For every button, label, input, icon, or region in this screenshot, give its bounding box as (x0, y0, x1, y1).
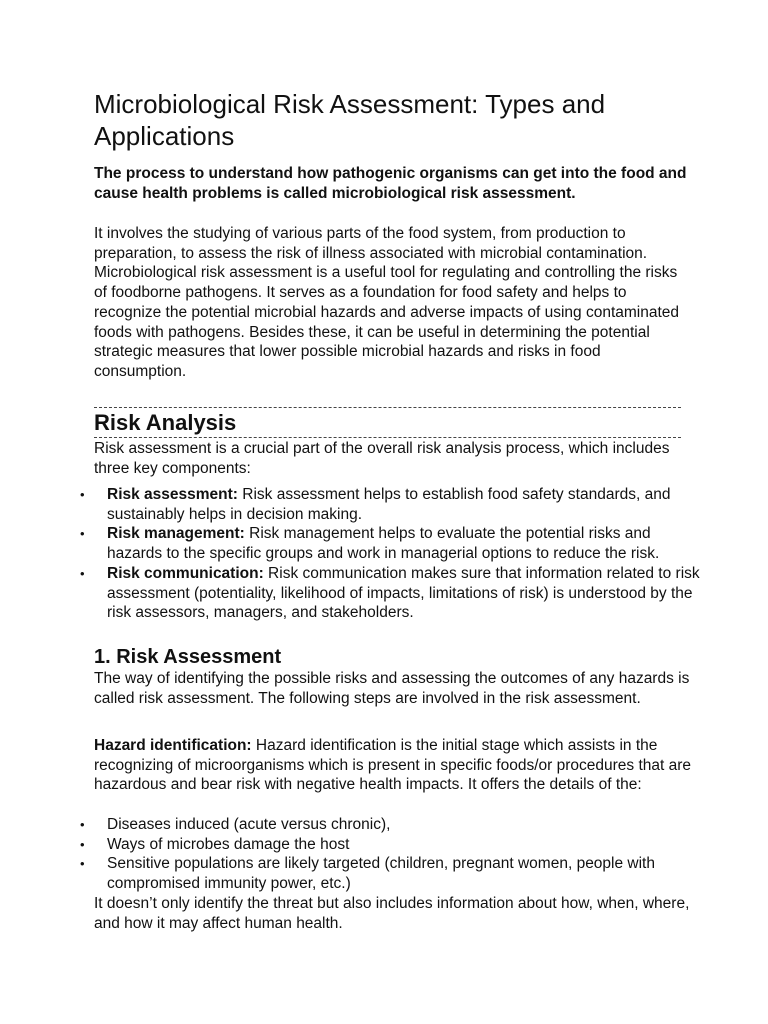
components-list (80, 485, 700, 623)
list-item-text: Diseases induced (acute versus chronic), (107, 816, 391, 833)
bullet-icon: • (80, 817, 85, 832)
risk-analysis-heading: Risk Analysis (94, 410, 237, 435)
risk-assessment-paragraph: The way of identifying the possible risks and assessing the outcomes of any hazards is called risk assessment. The following steps are involved in the risk assessment. (94, 670, 690, 707)
list-item-term: Risk communication: (107, 564, 264, 582)
list-item-term: Risk management: (107, 525, 245, 543)
list-item-text: Risk management helps to evaluate the potential risks and hazards to the specific groups and work in managerial options to reduce the risk. (107, 525, 660, 563)
risk-analysis-paragraph: Risk assessment is a crucial part of the overall risk analysis process, which includes three key components: (94, 440, 670, 477)
list-item (80, 815, 700, 835)
list-item (80, 485, 700, 524)
list-item-text: Risk assessment helps to establish food safety standards, and sustainably helps in decision making. (107, 486, 671, 523)
bullet-icon: • (80, 836, 85, 852)
list-item (80, 524, 700, 563)
bullet-icon: • (80, 856, 85, 872)
list-item (80, 854, 700, 893)
risk-assessment-heading: 1. Risk Assessment (94, 646, 282, 668)
bullet-icon: • (80, 487, 85, 502)
intro-bold-paragraph: The process to understand how pathogenic organisms can get into the food and cause health problems is called microbiological risk assessment. (94, 165, 687, 202)
hazard-identification-paragraph (94, 736, 694, 795)
hazard-details-list (80, 815, 700, 894)
intro-paragraph: It involves the studying of various parts of the food system, from production to preparation, to assess the risk of illness associated with microbial contamination. Microbiological risk assessment is a useful tool for regulating and controlling the risks of foodborne pathogens. It serves as a foundation for food safety and helps to recognize the potential microbial hazards and adverse impacts of using contaminated foods with pathogens. Besides these, it can be useful in determining the potential strategic measures that lower possible microbial hazards and risks in food consumption. (94, 225, 680, 380)
hazard-text: Hazard identification is the initial stage which assists in the recognizing of microorganisms which is present in specific foods/or procedures that are hazardous and bear risk with negative health impacts. It offers the details of the: (94, 737, 692, 794)
list-item-text: Ways of microbes damage the host (107, 835, 350, 853)
list-item-term: Risk assessment: (107, 486, 238, 503)
list-item-text: Risk communication makes sure that information related to risk assessment (potentiality, likelihood of impacts, limitations of risk) is understood by the risk assessors, managers, and stakeholders. (107, 564, 700, 622)
list-item (80, 564, 700, 623)
list-item (80, 835, 700, 855)
hazard-term: Hazard identification: (94, 737, 252, 754)
closing-paragraph: It doesn’t only identify the threat but also includes information about how, when, where, and how it may affect human health. (94, 895, 690, 932)
bullet-icon: • (80, 526, 85, 542)
document-title: Microbiological Risk Assessment: Types and Applications (94, 89, 606, 151)
section-divider-bottom (94, 437, 681, 438)
bullet-icon: • (80, 565, 85, 581)
list-item-text: Sensitive populations are likely targeted (children, pregnant women, people with compromised immunity power, etc.) (107, 855, 655, 893)
